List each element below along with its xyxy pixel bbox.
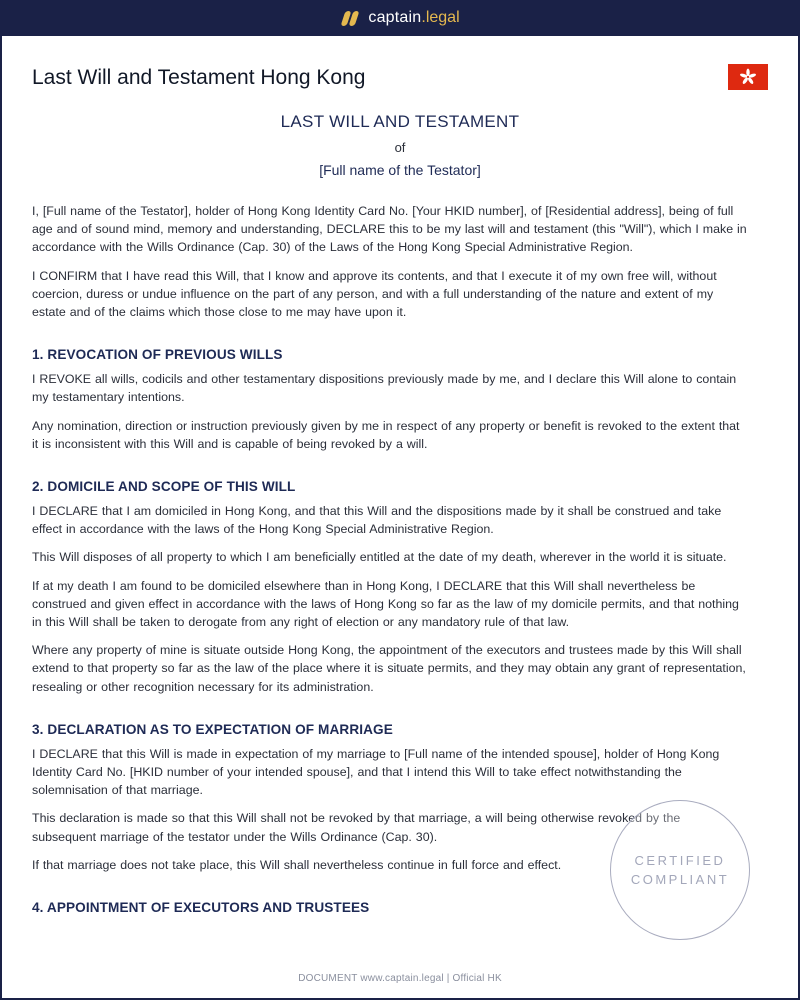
stamp-line: CERTIFIED [634, 853, 726, 868]
brand-logo[interactable] [340, 9, 459, 27]
section-paragraph: If at my death I am found to be domiciled elsewhere than in Hong Kong, I DECLARE that this Will shall nevertheless be construed and given effect in accordance with the laws of Hong Kong so far as the law of my domicile permits, and that nothing in this Will shall be taken to derogate from any right of election or any mandatory rule of that law. [32, 578, 739, 630]
section-paragraph: If that marriage does not take place, this Will shall nevertheless continue in full force and effect. [32, 857, 562, 872]
section-title-domicile: 2. DOMICILE AND SCOPE OF THIS WILL [32, 479, 296, 495]
section-paragraph: I DECLARE that this Will is made in expectation of my marriage to [Full name of the intended spouse], holder of Hong Kong Identity Card No. [HKID number of your intended spouse], and that I intend this Will to take effect notwithstanding the solemnisation of that marriage. [32, 746, 720, 798]
section-paragraph: I REVOKE all wills, codicils and other testamentary dispositions previously made by me, and I declare this Will alone to contain my testamentary intentions. [32, 372, 737, 405]
section-paragraph: This declaration is made so that this Will shall not be revoked by that marriage, a will being otherwise revoked by the subsequent marriage of the testator under the Wills Ordinance (Cap. 30). [32, 811, 681, 844]
section-paragraph: Any nomination, direction or instruction previously given by me in respect of any property or benefit is revoked to the extent that it is inconsistent with this Will and is capable of being revoked by a will. [32, 418, 740, 451]
section-paragraph: Where any property of mine is situate outside Hong Kong, the appointment of the executors and trustees made by this Will shall extend to that property so far as the law of the place where it is situate permits, and they may obtain any grant of representation, resealing or other recognition necessary for its administration. [32, 643, 746, 694]
section-paragraph: I DECLARE that I am domiciled in Hong Kong, and that this Will and the dispositions made by it shall be construed and take effect in accordance with the laws of the Hong Kong Special Administrative Region. [32, 504, 722, 537]
section-paragraph: This Will disposes of all property to which I am beneficially entitled at the date of my death, wherever in the world it is situate. [32, 550, 727, 565]
section-title-revocation: 1. REVOCATION OF PREVIOUS WILLS [32, 347, 283, 363]
page-title: Last Will and Testament Hong Kong [32, 66, 366, 89]
brand-tld: .legal [421, 9, 460, 26]
heading-of: of [394, 140, 406, 155]
top-bar [0, 0, 800, 36]
document-sheet [2, 36, 798, 998]
section-title-marriage: 3. DECLARATION AS TO EXPECTATION OF MARRIAGE [32, 721, 393, 737]
captain-legal-logo-icon [340, 10, 360, 26]
intro-paragraph: I, [Full name of the Testator], holder of Hong Kong Identity Card No. [Your HKID number], of [Residential address], being of full age and of sound mind, memory and understanding, DECLARE this to be my last will and testament (this "Will"), which I make in accordance with the Wills Ordinance (Cap. 30) of the Laws of the Hong Kong Special Administrative Region. [32, 204, 747, 255]
document-footer: DOCUMENT www.captain.legal | Official HK [298, 973, 502, 984]
section-title-executors: 4. APPOINTMENT OF EXECUTORS AND TRUSTEES [32, 900, 370, 916]
stamp-line: COMPLIANT [630, 872, 730, 887]
intro-paragraph: I CONFIRM that I have read this Will, that I know and approve its contents, and that I execute it of my own free will, without coercion, duress or undue influence on the part of any person, and with a full understanding of the nature and extent of my estate and of the claims which those close to me may have upon it. [32, 268, 717, 320]
brand-name: captain [368, 9, 422, 26]
certified-compliant-stamp [610, 800, 750, 940]
hong-kong-flag-icon [728, 64, 768, 90]
testator-name: [Full name of the Testator] [319, 162, 481, 178]
document-heading: LAST WILL AND TESTAMENT [280, 112, 520, 131]
